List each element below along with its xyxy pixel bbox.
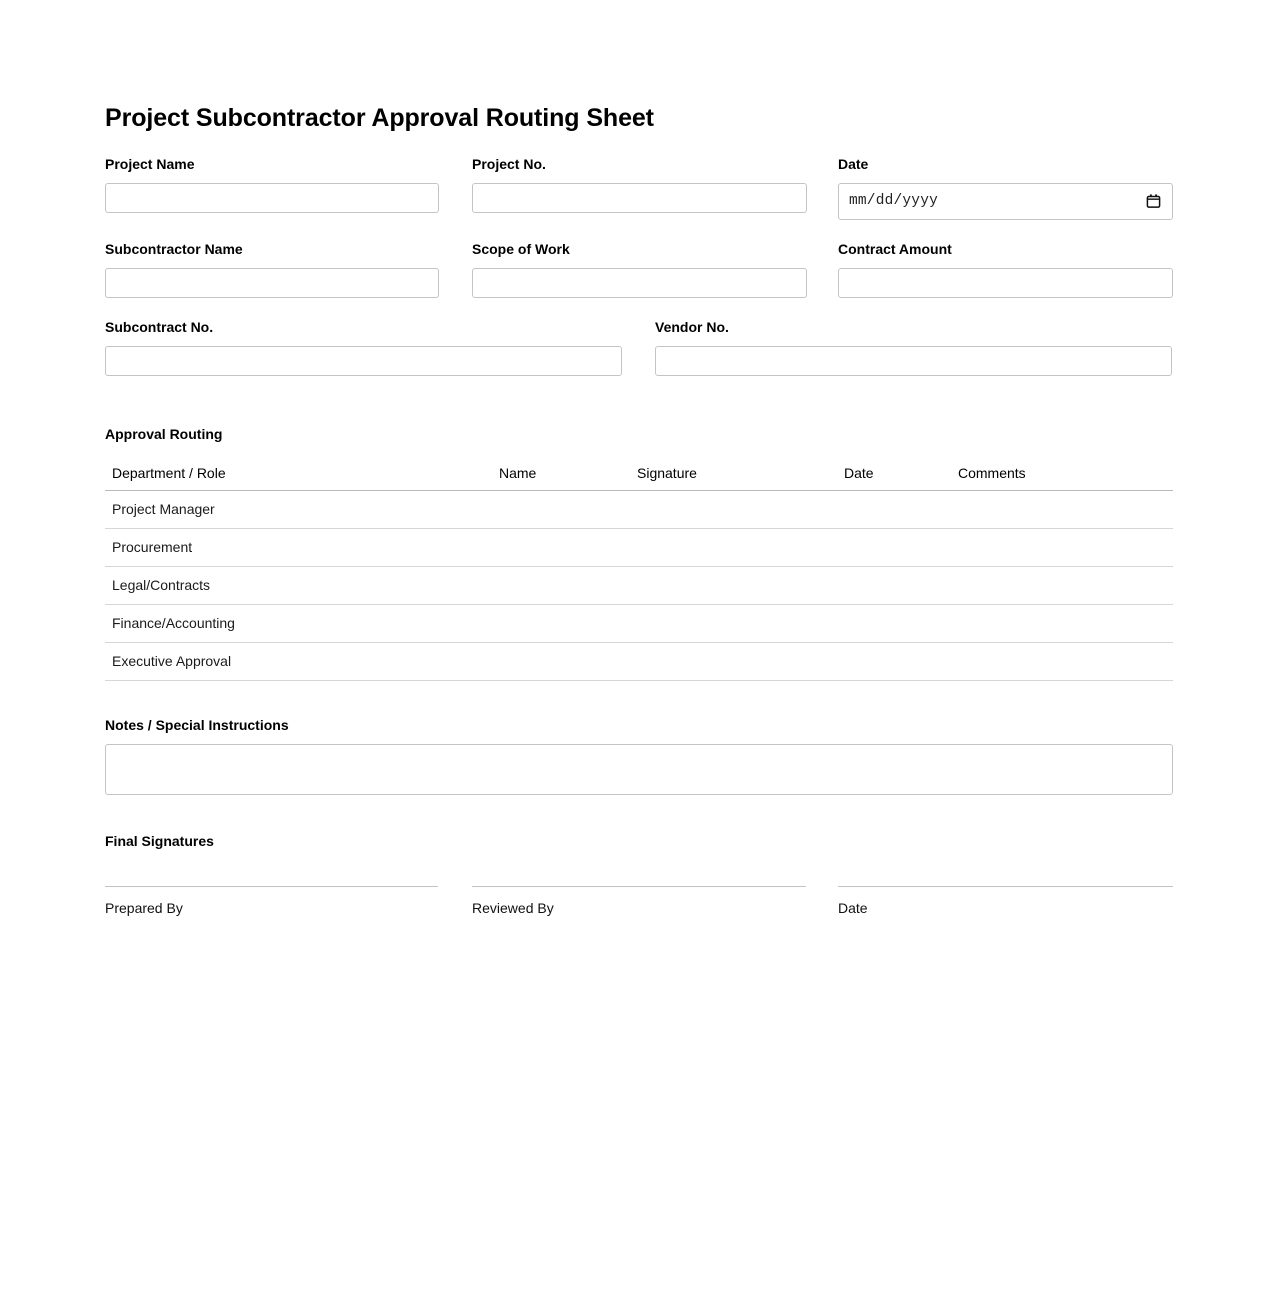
signature-line[interactable] — [838, 886, 1173, 887]
column-header-department: Department / Role — [105, 465, 492, 491]
table-row — [105, 642, 1173, 680]
cell-comments[interactable] — [951, 642, 1173, 680]
cell-name[interactable] — [492, 604, 630, 642]
signature-block-reviewed-by — [472, 886, 806, 917]
cell-signature[interactable] — [630, 566, 837, 604]
field-subcontractor-name — [105, 241, 439, 298]
cell-signature[interactable] — [630, 490, 837, 528]
notes-heading: Notes / Special Instructions — [105, 716, 289, 733]
field-row-1 — [105, 156, 1173, 220]
column-header-name: Name — [492, 465, 630, 491]
label-contract-amount: Contract Amount — [838, 240, 952, 257]
cell-comments[interactable] — [951, 604, 1173, 642]
column-header-comments: Comments — [951, 465, 1173, 491]
cell-comments[interactable] — [951, 566, 1173, 604]
column-header-date: Date — [837, 465, 951, 491]
cell-date[interactable] — [837, 528, 951, 566]
label-vendor-no: Vendor No. — [655, 318, 729, 335]
signature-block-date — [838, 886, 1173, 917]
form-page — [105, 0, 1173, 917]
signature-label-reviewed-by: Reviewed By — [472, 899, 554, 916]
cell-comments[interactable] — [951, 528, 1173, 566]
signature-line[interactable] — [472, 886, 806, 887]
subcontractor-name-input[interactable] — [105, 268, 439, 298]
table-row — [105, 604, 1173, 642]
project-name-input[interactable] — [105, 183, 439, 213]
label-scope-of-work: Scope of Work — [472, 240, 570, 257]
label-date: Date — [838, 155, 869, 172]
table-row — [105, 528, 1173, 566]
label-project-no: Project No. — [472, 155, 546, 172]
cell-name[interactable] — [492, 490, 630, 528]
approval-routing-heading: Approval Routing — [105, 425, 223, 442]
subcontract-no-input[interactable] — [105, 346, 622, 376]
label-subcontractor-name: Subcontractor Name — [105, 240, 243, 257]
cell-department: Executive Approval — [105, 642, 492, 680]
scope-of-work-input[interactable] — [472, 268, 807, 298]
project-no-input[interactable] — [472, 183, 807, 213]
column-header-signature: Signature — [630, 465, 837, 491]
field-date — [838, 156, 1173, 220]
field-row-2 — [105, 241, 1173, 298]
cell-department: Legal/Contracts — [105, 566, 492, 604]
date-input[interactable] — [838, 183, 1173, 220]
vendor-no-input[interactable] — [655, 346, 1172, 376]
cell-name[interactable] — [492, 566, 630, 604]
field-row-3 — [105, 319, 1173, 376]
cell-date[interactable] — [837, 604, 951, 642]
label-subcontract-no: Subcontract No. — [105, 318, 214, 335]
field-subcontract-no — [105, 319, 622, 376]
cell-department: Finance/Accounting — [105, 604, 492, 642]
cell-date[interactable] — [837, 490, 951, 528]
field-scope-of-work — [472, 241, 807, 298]
field-project-no — [472, 156, 807, 220]
cell-signature[interactable] — [630, 528, 837, 566]
cell-date[interactable] — [837, 566, 951, 604]
table-header-row — [105, 465, 1173, 491]
page-title: Project Subcontractor Approval Routing Sheet — [105, 104, 654, 132]
field-vendor-no — [655, 319, 1172, 376]
date-input-wrapper — [838, 183, 1173, 220]
cell-name[interactable] — [492, 642, 630, 680]
cell-signature[interactable] — [630, 642, 837, 680]
signature-block-prepared-by — [105, 886, 438, 917]
cell-date[interactable] — [837, 642, 951, 680]
approval-routing-table — [105, 465, 1173, 681]
signature-label-prepared-by: Prepared By — [105, 899, 183, 916]
contract-amount-input[interactable] — [838, 268, 1173, 298]
signature-row — [105, 886, 1173, 917]
cell-name[interactable] — [492, 528, 630, 566]
signature-label-date: Date — [838, 899, 868, 916]
field-project-name — [105, 156, 439, 220]
cell-comments[interactable] — [951, 490, 1173, 528]
table-row — [105, 490, 1173, 528]
cell-signature[interactable] — [630, 604, 837, 642]
signature-line[interactable] — [105, 886, 438, 887]
notes-textarea[interactable] — [105, 744, 1173, 795]
label-project-name: Project Name — [105, 155, 195, 172]
cell-department: Project Manager — [105, 490, 492, 528]
cell-department: Procurement — [105, 528, 492, 566]
table-row — [105, 566, 1173, 604]
final-signatures-heading: Final Signatures — [105, 832, 214, 849]
field-contract-amount — [838, 241, 1173, 298]
